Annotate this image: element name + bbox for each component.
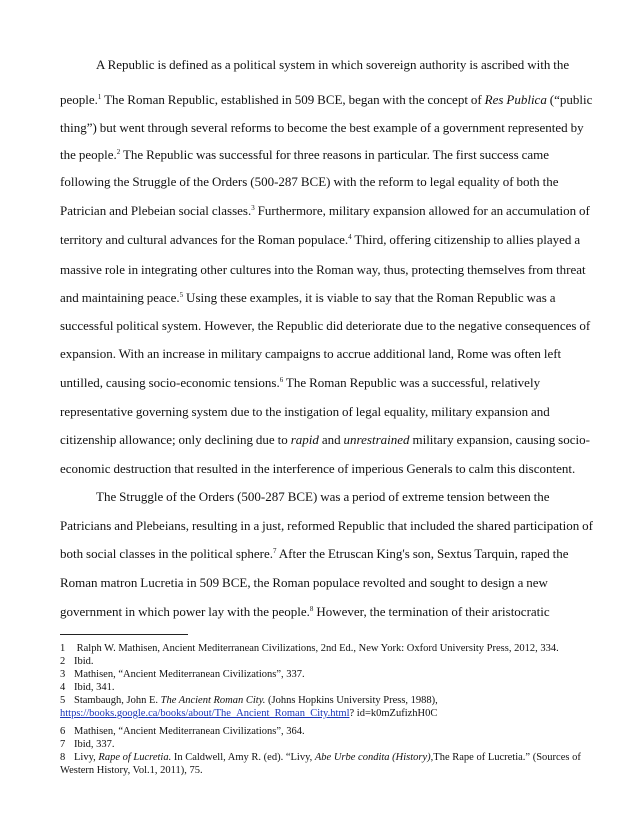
paragraph-2-line-4 bbox=[60, 575, 578, 591]
text-run: Patrician and Plebeian social classes. bbox=[60, 203, 252, 218]
footnote-text: Ibid, 337. bbox=[74, 739, 115, 750]
paragraph-2-line-1 bbox=[96, 489, 578, 505]
footnote-text: Mathisen, “Ancient Mediterranean Civilizations”, 337. bbox=[74, 669, 305, 680]
footnote-number: 5 bbox=[60, 695, 66, 706]
footnote-7 bbox=[60, 738, 580, 751]
footnote-ref-1[interactable]: 1 bbox=[97, 93, 102, 101]
paragraph-1-line-12 bbox=[60, 375, 578, 391]
text-run: economic destruction that resulted in the interference of imperious Generals to calm this discontent. bbox=[60, 461, 576, 476]
footnote-number: 4 bbox=[60, 682, 66, 693]
text-run: The Roman Republic was a successful, relatively bbox=[283, 375, 541, 390]
footnote-ref-6[interactable]: 6 bbox=[279, 376, 284, 384]
text-run: The Roman Republic, established in 509 BCE, began with the concept of bbox=[101, 92, 485, 107]
text-run: Furthermore, military expansion allowed for an accumulation of bbox=[254, 203, 590, 218]
footnote-text: Livy, bbox=[74, 752, 99, 763]
text-run: and maintaining peace. bbox=[60, 290, 180, 305]
footnote-text: Ibid, 341. bbox=[74, 682, 115, 693]
footnote-link[interactable]: https://books.google.ca/books/about/The_Ancient_Roman_City.html bbox=[60, 708, 350, 719]
text-run: untilled, causing socio-economic tensions. bbox=[60, 375, 280, 390]
paragraph-1-line-13 bbox=[60, 404, 578, 420]
footnote-number: 7 bbox=[60, 739, 66, 750]
text-run: successful political system. However, the Republic did deteriorate due to the negative consequences of bbox=[60, 318, 591, 333]
footnote-italic-title: Rape of Lucretia. bbox=[98, 752, 172, 763]
text-run: After the Etruscan King's son, Sextus Tarquin, raped the bbox=[276, 546, 569, 561]
text-run: following the Struggle of the Orders (500-287 BCE) with the reform to legal equality of both the bbox=[60, 174, 559, 189]
text-run: A Republic is defined as a political system in which sovereign authority is ascribed with the bbox=[96, 57, 570, 72]
paragraph-1-line-9 bbox=[60, 290, 578, 306]
footnote-separator bbox=[60, 634, 188, 635]
footnote-number: 2 bbox=[60, 656, 66, 667]
paragraph-1-line-2 bbox=[60, 92, 593, 108]
footnote-italic-title: Abe Urbe condita (History), bbox=[314, 752, 434, 763]
italic-term: unrestrained bbox=[343, 432, 410, 447]
footnote-2 bbox=[60, 655, 580, 668]
paragraph-1-line-11 bbox=[60, 346, 578, 362]
footnote-ref-7[interactable]: 7 bbox=[273, 547, 277, 555]
text-run: government in which power lay with the people. bbox=[60, 604, 310, 619]
paragraph-1-line-8 bbox=[60, 262, 586, 278]
footnote-6 bbox=[60, 725, 580, 738]
text-run: thing”) but went through several reforms to become the best example of a government represented by bbox=[60, 120, 584, 135]
text-run: both social classes in the political sphere. bbox=[60, 546, 274, 561]
footnote-number: 8 bbox=[60, 752, 66, 763]
text-run: citizenship allowance; only declining due to bbox=[60, 432, 291, 447]
footnote-text: The Rape of Lucretia.” (Sources of bbox=[433, 752, 581, 763]
footnote-text: Ralph W. Mathisen, Ancient Mediterranean Civilizations, 2nd Ed., New York: Oxford University Press, 2012, 334. bbox=[74, 643, 559, 654]
text-run: representative governing system due to the instigation of legal equality, military expansion and bbox=[60, 404, 550, 419]
footnote-number: 1 bbox=[60, 643, 66, 654]
text-run: The Struggle of the Orders (500-287 BCE) was a period of extreme tension between the bbox=[96, 489, 550, 504]
paragraph-1-line-1 bbox=[96, 57, 578, 73]
footnote-ref-8[interactable]: 8 bbox=[309, 605, 314, 613]
footnote-8 bbox=[60, 751, 580, 764]
footnote-text: (Johns Hopkins University Press, 1988), bbox=[265, 695, 438, 706]
paragraph-1-line-5 bbox=[60, 174, 578, 190]
text-run: Patricians and Plebeians, resulting in a just, reformed Republic that included the shared participation of bbox=[60, 518, 593, 533]
text-run: territory and cultural advances for the Roman populace. bbox=[60, 232, 349, 247]
text-run: Using these examples, it is viable to say that the Roman Republic was a bbox=[183, 290, 556, 305]
footnote-ref-3[interactable]: 3 bbox=[251, 204, 255, 212]
text-run: However, the termination of their aristocratic bbox=[313, 604, 550, 619]
paragraph-2-line-2 bbox=[60, 518, 593, 534]
italic-term: rapid bbox=[290, 432, 319, 447]
footnote-5-continued bbox=[60, 707, 580, 720]
footnote-text: ? id=k0mZufizhH0C bbox=[349, 708, 438, 719]
italic-term: Res Publica bbox=[484, 92, 547, 107]
paragraph-1-line-3 bbox=[60, 120, 584, 136]
footnote-ref-4[interactable]: 4 bbox=[348, 233, 352, 241]
footnote-text: Ibid. bbox=[74, 656, 94, 667]
footnote-8-continued bbox=[60, 764, 580, 777]
footnote-4 bbox=[60, 681, 580, 694]
footnote-number: 3 bbox=[60, 669, 66, 680]
text-run: military expansion, causing socio- bbox=[409, 432, 590, 447]
footnote-italic-title: The Ancient Roman City. bbox=[160, 695, 266, 706]
text-run: people. bbox=[60, 92, 98, 107]
paragraph-1-line-15 bbox=[60, 461, 578, 477]
footnote-ref-5[interactable]: 5 bbox=[179, 291, 184, 299]
text-run: the people. bbox=[60, 147, 117, 162]
footnote-text: Western History, Vol.1, 2011), 75. bbox=[60, 765, 203, 776]
text-run: (“public bbox=[546, 92, 593, 107]
footnote-text: In Caldwell, Amy R. (ed). “Livy, bbox=[171, 752, 315, 763]
text-run: and bbox=[318, 432, 344, 447]
footnote-5 bbox=[60, 694, 580, 707]
paragraph-2-line-5 bbox=[60, 604, 578, 620]
footnote-1 bbox=[60, 642, 580, 655]
text-run: Roman matron Lucretia in 509 BCE, the Roman populace revolted and sought to design a new bbox=[60, 575, 548, 590]
paragraph-1-line-6 bbox=[60, 203, 590, 219]
paragraph-1-line-4 bbox=[60, 147, 578, 163]
text-run: massive role in integrating other cultures into the Roman way, thus, protecting themselves from threat bbox=[60, 262, 586, 277]
text-run: Third, offering citizenship to allies played a bbox=[351, 232, 581, 247]
footnote-ref-2[interactable]: 2 bbox=[116, 148, 121, 156]
text-run: The Republic was successful for three reasons in particular. The first success came bbox=[120, 147, 550, 162]
footnote-text: Mathisen, “Ancient Mediterranean Civilizations”, 364. bbox=[74, 726, 305, 737]
paragraph-1-line-7 bbox=[60, 232, 581, 248]
paragraph-1-line-14 bbox=[60, 432, 590, 448]
footnote-3 bbox=[60, 668, 580, 681]
footnote-number: 6 bbox=[60, 726, 66, 737]
paragraph-2-line-3 bbox=[60, 546, 578, 562]
text-run: expansion. With an increase in military campaigns to accrue additional land, Rome was often left bbox=[60, 346, 562, 361]
footnote-text: Stambaugh, John E. bbox=[74, 695, 161, 706]
paragraph-1-line-10 bbox=[60, 318, 591, 334]
